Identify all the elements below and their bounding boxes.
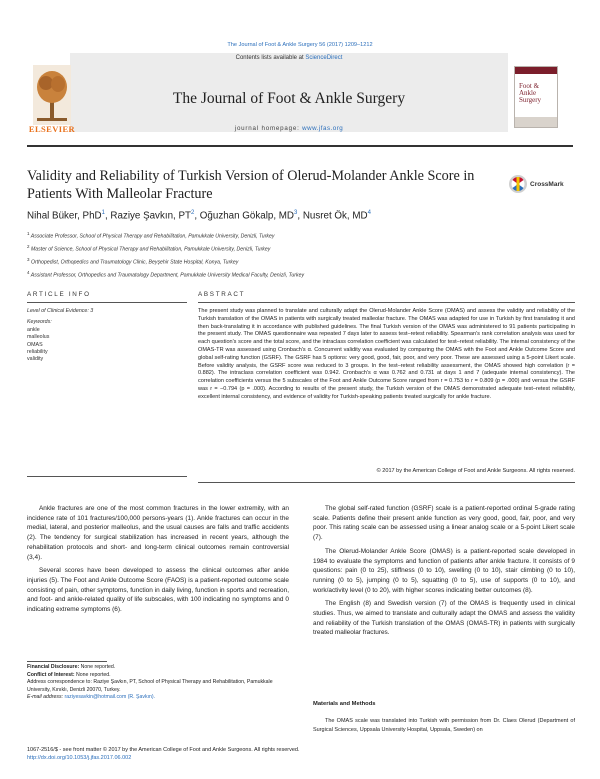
running-head[interactable]: The Journal of Foot & Ankle Surgery 56 (2017) 1209–1212	[227, 42, 373, 48]
abstract-heading: ABSTRACT	[198, 291, 246, 298]
author[interactable]: Nihal Büker, PhD	[27, 210, 102, 222]
author[interactable]: Nusret Ök, MD	[302, 210, 368, 222]
affiliation-text: Master of Science, School of Physical Therapy and Rehabilitation, Pamukkale University, Denizli, Turkey	[30, 246, 271, 253]
journal-title: The Journal of Foot & Ankle Surgery	[172, 90, 406, 107]
body-paragraph: Ankle fractures are one of the most common fractures in the lower extremity, with an incidence rate of 101 fractures/100,000 persons-years (1). Ankle fractures can occur in the medial, lateral, and posterior malleolus, and the usual causes are falls and traffic accidents (2). The tendency for surgical stabilization has increased in recent years, although the rehabilitation protocols and short- and long-term clinical outcomes remain controversial (3,4).	[27, 505, 289, 561]
affiliation-number: 4	[27, 269, 30, 275]
body-paragraph: The global self-rated function (GSRF) scale is a patient-reported ordinal 5-grade rating scale. Patients define their present ankle function as very good, good, fair, poor, and very poor. This rating scale can be assessed using a linear analog scale or a 5-point Likert scale (7).	[313, 505, 575, 542]
journal-homepage-link[interactable]: www.jfas.org	[302, 125, 344, 132]
financial-disclosure	[27, 664, 289, 672]
body-paragraph: Several scores have been developed to assess the clinical outcomes after ankle injuries (5). The Foot and Ankle Outcome Score (FAOS) is a patient-reported outcome scale consisting of pain, other symptoms, function in daily living, function in sports and recreation, and foot- and ankle-related quality of life subscales, with 100 indicating no symptoms and 0 indicating extreme symptoms (6).	[27, 567, 289, 614]
affiliation	[27, 268, 577, 281]
journal-cover-thumbnail[interactable]	[514, 66, 558, 128]
crossmark-label[interactable]: CrossMark	[530, 181, 564, 188]
keyword: validity	[27, 356, 44, 363]
conflict-of-interest-text: None reported.	[74, 671, 111, 678]
author-affiliation-marker[interactable]: 3	[294, 210, 298, 216]
abstract-rule	[198, 302, 575, 303]
footnotes	[27, 664, 289, 702]
affiliation	[27, 242, 577, 255]
author-list: Nihal Büker, PhD$^1$, Raziye Şavkın, $PT^2$, Oğuzhan Gökalp, $MD^3$, Nusret Ök, $MD^4$	[27, 210, 371, 222]
financial-disclosure-text: None reported.	[79, 664, 116, 670]
author[interactable]: Oğuzhan Gökalp, MD	[199, 210, 295, 222]
journal-homepage-line	[70, 125, 508, 132]
conflict-of-interest-label: Conflict of Interest:	[27, 671, 75, 678]
methods-heading: Materials and Methods	[313, 701, 376, 707]
affiliation	[27, 255, 577, 268]
body-right-column	[313, 504, 575, 642]
author-affiliation-marker[interactable]: 1	[101, 210, 105, 216]
author[interactable]: Raziye Şavkın, PT	[110, 210, 191, 222]
cover-title: Foot & Ankle Surgery	[519, 82, 542, 105]
conflict-of-interest	[27, 672, 289, 680]
doi-link[interactable]: http://dx.doi.org/10.1053/j.jfas.2017.06.002	[27, 755, 132, 762]
issn-line: 1067-2516/$ - see front matter © 2017 by the American College of Foot and Ankle Surgeons. All rights reserved.	[27, 747, 300, 753]
article-title: Validity and Reliability of Turkish Version of Olerud-Molander Ankle Score in Patients With Malleolar Fracture	[27, 168, 475, 202]
homepage-prefix: journal homepage:	[234, 125, 303, 132]
contents-available-line	[70, 55, 508, 61]
body-left-column	[27, 504, 289, 619]
contents-prefix: Contents lists available at	[235, 55, 306, 61]
affiliation-text: Assistant Professor, Orthopedics and Traumatology Department, Pamukkale University Medical Faculty, Denizli, Turkey	[30, 272, 305, 279]
elsevier-wordmark: ELSEVIER	[28, 124, 76, 134]
email-label: E-mail address:	[27, 694, 64, 701]
article-info-box	[27, 308, 187, 364]
article-info-bottom-rule	[27, 476, 187, 477]
footnote-rule	[27, 661, 107, 662]
elsevier-tree-logo-icon	[33, 65, 71, 125]
keywords-heading: Keywords:	[27, 319, 52, 326]
keyword: malleolus	[27, 334, 50, 341]
level-of-evidence: Level of Clinical Evidence: 3	[27, 308, 94, 314]
abstract-bottom-rule	[198, 482, 575, 483]
keyword: ankle	[27, 326, 40, 333]
sciencedirect-link[interactable]: ScienceDirect	[305, 55, 343, 61]
affiliation	[27, 229, 577, 242]
body-paragraph: The Olerud-Molander Ankle Score (OMAS) is a patient-reported scale developed in 1984 to evaluate the symptoms and function of patients after ankle fracture. It consists of 9 questions: pain (0 to 25), stiffness (0 to 10), swelling (0 to 10), stair climbing (0 to 10), running (0 to 5), jumping (0 to 5), squatting (0 to 5), use of supports (0 to 10), and work/activity level (0 to 20), with higher scores indicating better outcomes (8).	[313, 547, 575, 594]
email-line	[27, 694, 289, 702]
methods-paragraph: The OMAS scale was translated into Turkish with permission from Dr. Claes Olerud (Department of Surgical Sciences, Uppsala University Hospital, Uppsala, Sweden) on	[313, 718, 575, 733]
keyword: reliability	[27, 349, 48, 356]
cover-top-band	[515, 67, 557, 74]
affiliation-text: Orthopedist, Orthopedics and Traumatology Clinic, Beyşehir State Hospital, Konya, Turkey	[30, 259, 239, 266]
masthead-divider	[27, 145, 573, 147]
article-info-heading: ARTICLE INFO	[27, 291, 91, 298]
cover-bottom-band	[515, 117, 557, 127]
article-info-rule	[27, 302, 187, 303]
author-affiliation-marker[interactable]: 2	[191, 210, 195, 216]
keyword: OMAS	[27, 341, 43, 348]
body-paragraph: The English (8) and Swedish version (7) of the OMAS is frequently used in clinical studies. Thus, we aimed to translate and culturally adapt the OMAS and assess the validity and reliability of the Turkish translation of the OMAS (OMAS-TR) in patients with surgically treated malleolar fractures.	[313, 600, 575, 637]
financial-disclosure-label: Financial Disclosure:	[27, 664, 80, 670]
affiliation-text: Associate Professor, School of Physical Therapy and Rehabilitation, Pamukkale University, Denizli, Turkey	[30, 233, 275, 240]
affiliation-number: 1	[27, 231, 30, 236]
affiliation-number: 3	[27, 256, 30, 262]
email-link[interactable]: raziyesavkin@hotmail.com (R. Şavkın).	[63, 694, 156, 701]
abstract-body: The present study was planned to translate and culturally adapt the Olerud-Molander Ankle Score (OMAS) and assess the validity and reliability of the Turkish translation of the OMAS in patients with surgically treated malleolar fracture. The OMAS was adapted for use in Turkish by first translating it and then back-translating it in accordance with published guidelines. The final Turkish version of the OMAS was administered to 91 patients participating in the present study. The OMAS questionnaire was repeated 7 days later to assess test–retest reliability. Spearman's rank correlation analysis was used for each question's score and the total score, and the intraclass correlation coefficient was calculated for test–retest reliability. The internal consistency of the OMAS-TR was assessed using Cronbach's α. Concurrent validity was evaluated by comparing the OMAS with the Foot and Ankle Outcome Score and global self-rating function (GSRF). The GSRF has 5 options: very good, good, fair, poor, and very poor. These are assessed using a 5-point Likert scale. Before validity analysis, the GSRF score was reduced to 3 groups. In the test–retest reliability assessment, the OMAS showed high correlation (r = 0.882). The intraclass correlation coefficient was 0.942. Cronbach's α was 0.762 and 0.731 at days 1 and 7 (adequate internal consistency). The correlation coefficients versus the 5 subscales of the Foot and Ankle Outcome Score ranged from r = 0.753 to r = 0.809 (p = .000) and versus the GSRF was r = −0.794 (p = .000). According to results of the present study, the Turkish version of the OMAS demonstrated adequate test–retest reliability, excellent internal consistency, and evidence of validity for Turkish-speaking patients treated surgically for ankle fracture.	[198, 308, 575, 400]
abstract-copyright: © 2017 by the American College of Foot and Ankle Surgeons. All rights reserved.	[376, 468, 575, 474]
correspondence-address: Address correspondence to: Raziye Şavkın, PT, School of Physical Therapy and Rehabilitation, Pamukkale University, Kınıklı, Denizli 20070, Turkey.	[27, 679, 273, 693]
author-affiliation-marker[interactable]: 4	[367, 210, 371, 216]
page-footer	[27, 746, 427, 763]
affiliation-list	[27, 229, 577, 281]
affiliation-number: 2	[27, 243, 30, 249]
